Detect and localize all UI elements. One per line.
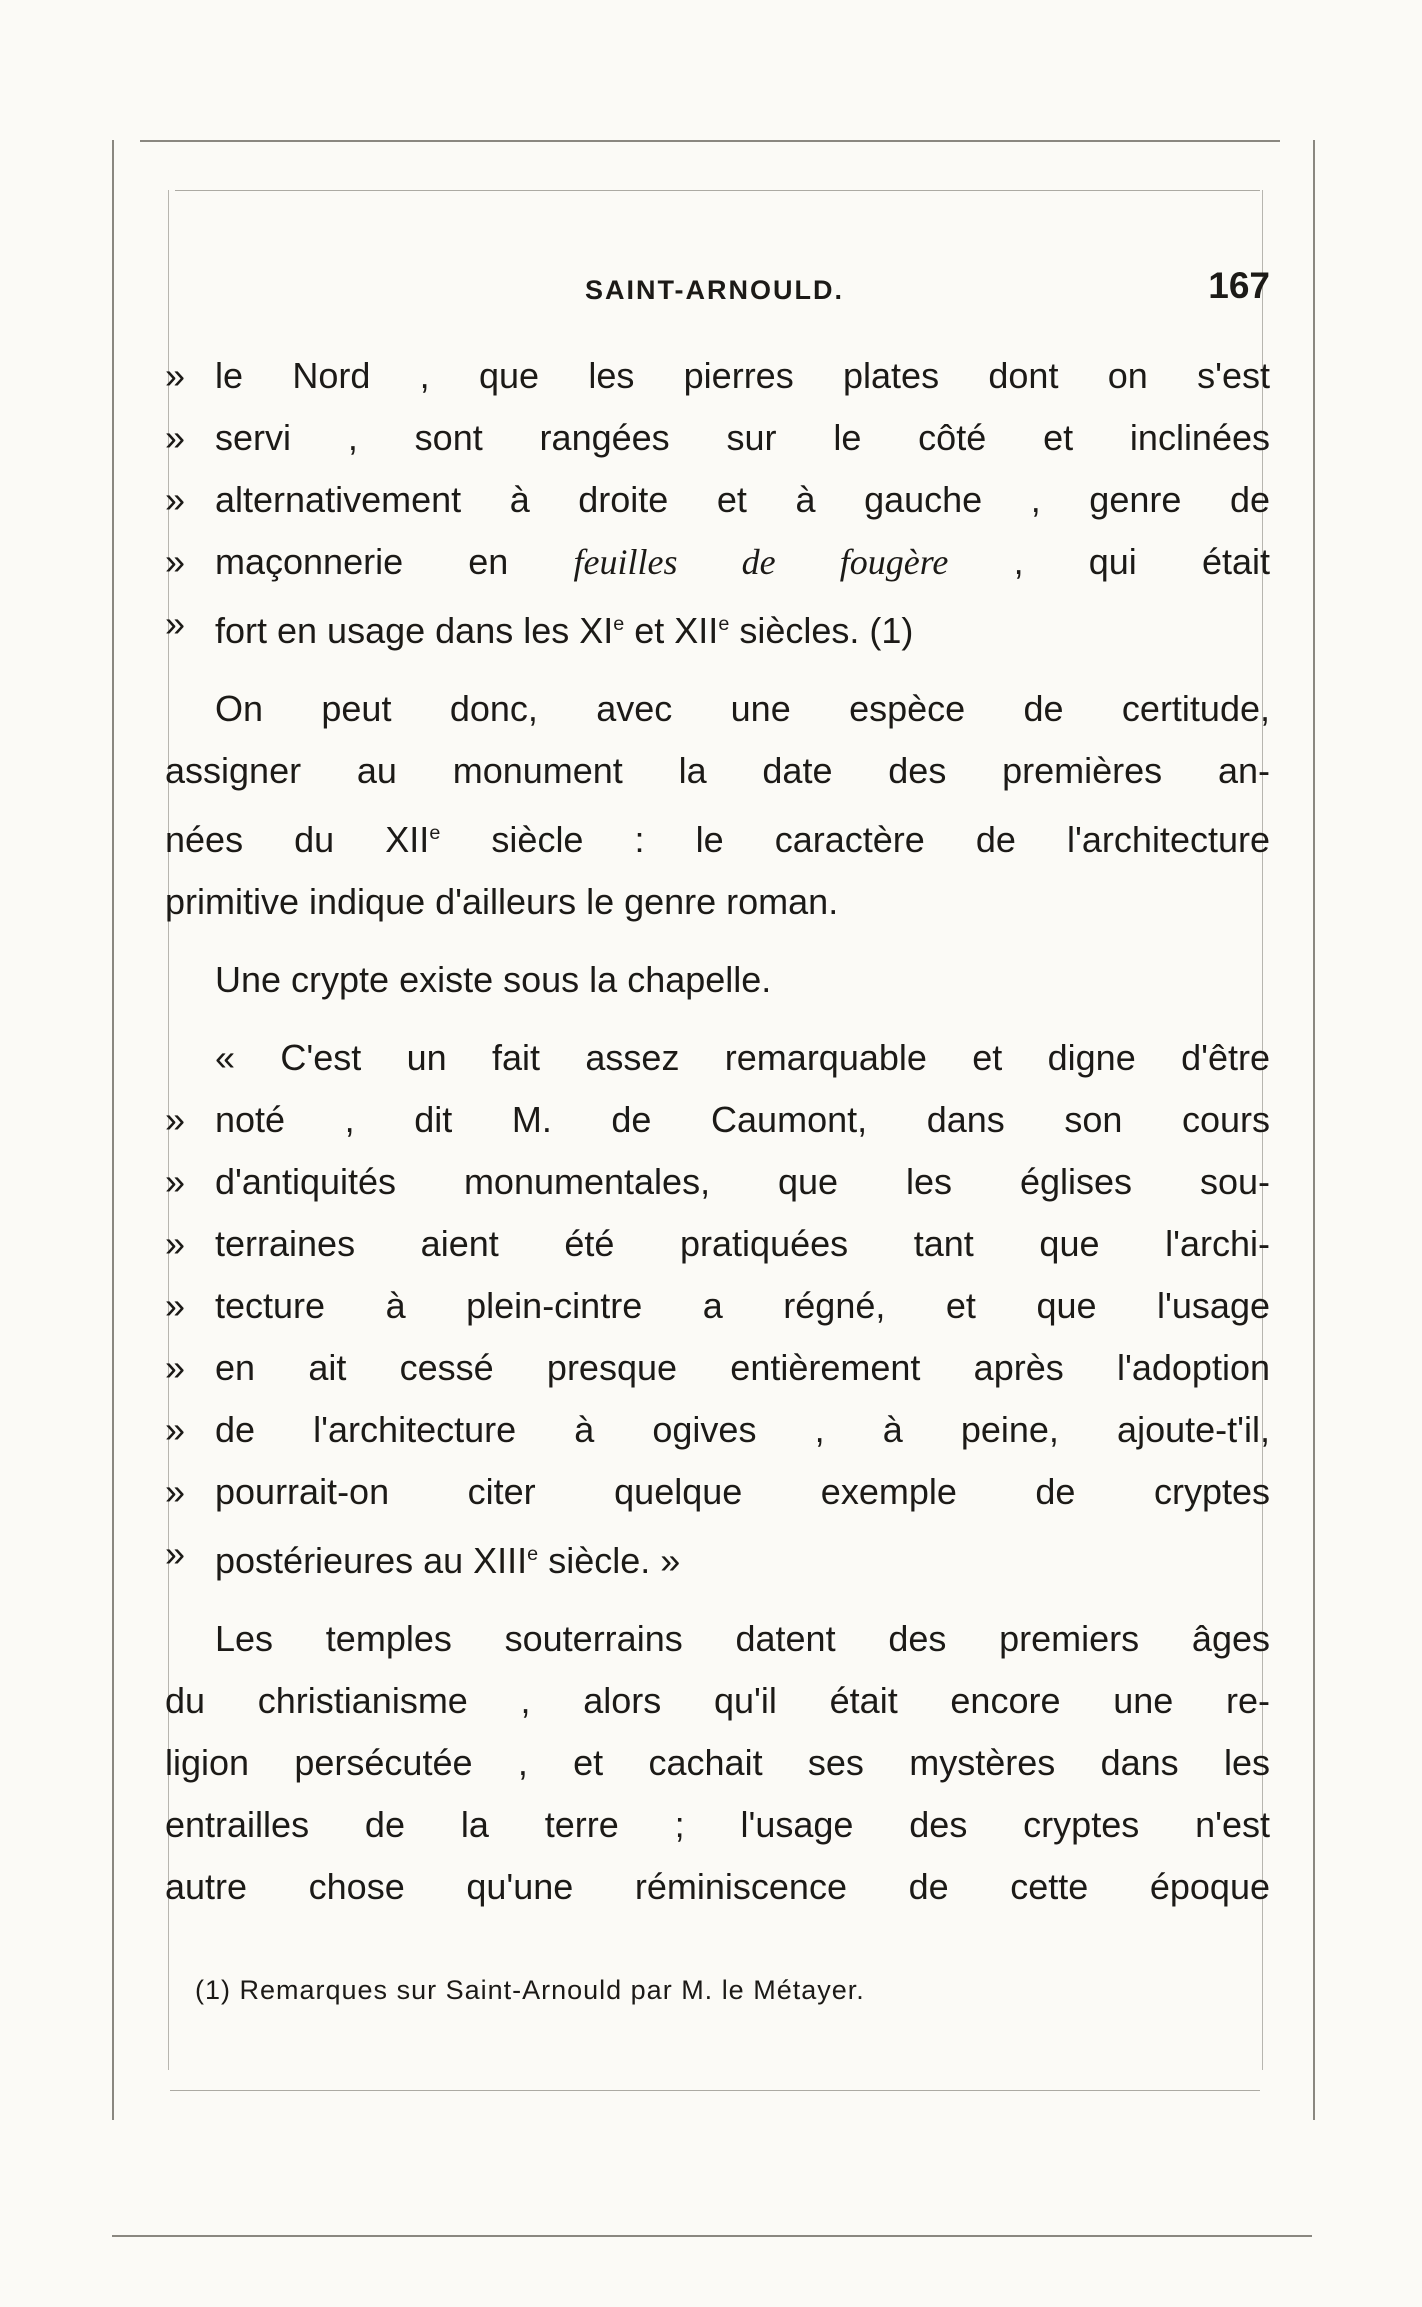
quote-mark: » — [165, 1161, 186, 1202]
line-text: alternativement à droite et à gauche , genre de — [215, 479, 1270, 520]
text-run: et XII — [624, 610, 719, 651]
italic-term: feuilles de fougère — [573, 542, 949, 582]
para2-line-1 — [165, 949, 1270, 1011]
line-text — [215, 1523, 1270, 1592]
text-run: siècle : le caractère de l'architecture — [440, 819, 1270, 860]
line-text: On peut donc, avec une espèce de certitude, — [215, 688, 1270, 729]
quote-mark: » — [165, 1533, 186, 1574]
quote-mark: » — [165, 1285, 186, 1326]
quote-mark: » — [165, 1223, 186, 1264]
line-text: assigner au monument la date des premières an- — [165, 750, 1270, 791]
quote2-line-3 — [165, 1151, 1270, 1213]
opening-quote: « — [215, 1037, 236, 1078]
frame-top-rule — [140, 140, 1280, 142]
text-run: siècles. (1) — [729, 610, 914, 651]
line-text: pourrait-on citer quelque exemple de cryptes — [215, 1471, 1270, 1512]
quote1-line-3 — [165, 469, 1270, 531]
quote-mark: » — [165, 541, 186, 582]
page-body — [165, 185, 1270, 2105]
quote1-line-2 — [165, 407, 1270, 469]
text-run: maçonnerie en — [215, 541, 574, 582]
quote2-line-8 — [165, 1461, 1270, 1523]
quote2-line-2 — [165, 1089, 1270, 1151]
quote2-line-4 — [165, 1213, 1270, 1275]
text-run: postérieures au XIII — [215, 1540, 528, 1581]
superscript: e — [429, 822, 441, 844]
para1-line-2 — [165, 740, 1270, 802]
quote2-line-1 — [165, 1027, 1270, 1089]
quote-mark: » — [165, 603, 186, 644]
quote-mark: » — [165, 1347, 186, 1388]
quote1-line-4 — [165, 531, 1270, 593]
quote1-line-1 — [165, 345, 1270, 407]
line-text: d'antiquités monumentales, que les églises sou- — [215, 1161, 1270, 1202]
page-number: 167 — [1208, 265, 1270, 306]
line-text: autre chose qu'une réminiscence de cette époque — [165, 1866, 1270, 1907]
line-text: terraines aient été pratiquées tant que l'archi- — [215, 1223, 1270, 1264]
footnote: (1) Remarques sur Saint-Arnould par M. le Métayer. — [195, 1975, 865, 2005]
line-text: de l'architecture à ogives , à peine, ajoute-t'il, — [215, 1409, 1270, 1450]
main-text — [165, 345, 1270, 1918]
quote-mark — [165, 1027, 215, 1089]
quote-mark: » — [165, 417, 186, 458]
page-header — [165, 265, 1270, 335]
superscript: e — [718, 613, 730, 635]
para1-line-4 — [165, 871, 1270, 933]
quote-mark: » — [165, 1409, 186, 1450]
quote1-line-5 — [165, 593, 1270, 662]
frame-left-rule — [112, 140, 114, 2120]
text-run: fort en usage dans les XI — [215, 610, 614, 651]
superscript: e — [613, 613, 625, 635]
para3-line-4 — [165, 1794, 1270, 1856]
para3-line-1 — [165, 1608, 1270, 1670]
running-head: SAINT-ARNOULD. — [585, 275, 844, 305]
line-text: noté , dit M. de Caumont, dans son cours — [215, 1099, 1270, 1140]
superscript: e — [527, 1543, 539, 1565]
frame-right-rule — [1313, 140, 1315, 2120]
para3-line-3 — [165, 1732, 1270, 1794]
line-text: tecture à plein-cintre a régné, et que l'usage — [215, 1285, 1270, 1326]
quote2-line-7 — [165, 1399, 1270, 1461]
text-run: nées du XII — [165, 819, 430, 860]
quote-mark: » — [165, 1099, 186, 1140]
quote2-line-9 — [165, 1523, 1270, 1592]
line-text: primitive indique d'ailleurs le genre roman. — [165, 881, 839, 922]
line-text: ligion persécutée , et cachait ses mystères dans les — [165, 1742, 1270, 1783]
para1-line-3 — [165, 802, 1270, 871]
text-run: siècle. » — [538, 1540, 681, 1581]
line-text — [215, 593, 1270, 662]
para3-line-2 — [165, 1670, 1270, 1732]
line-text: en ait cessé presque entièrement après l'adoption — [215, 1347, 1270, 1388]
line-text — [215, 531, 1270, 593]
quote2-line-5 — [165, 1275, 1270, 1337]
line-text: Une crypte existe sous la chapelle. — [215, 959, 772, 1000]
line-text: entrailles de la terre ; l'usage des cryptes n'est — [165, 1804, 1270, 1845]
para3-line-5 — [165, 1856, 1270, 1918]
frame-bottom-rule — [112, 2235, 1312, 2237]
quote-mark: » — [165, 355, 186, 396]
line-text — [165, 802, 1270, 871]
quote2-line-6 — [165, 1337, 1270, 1399]
text-run: C'est un fait assez remarquable et digne d'être — [280, 1037, 1270, 1078]
quote-mark: » — [165, 1471, 186, 1512]
text-run: , qui était — [948, 541, 1270, 582]
line-text: Les temples souterrains datent des premiers âges — [215, 1618, 1270, 1659]
quote-mark: » — [165, 479, 186, 520]
line-text: du christianisme , alors qu'il était encore une re- — [165, 1680, 1270, 1721]
line-text: le Nord , que les pierres plates dont on s'est — [215, 355, 1270, 396]
para1-line-1 — [165, 678, 1270, 740]
line-text — [215, 1027, 1270, 1089]
line-text: servi , sont rangées sur le côté et inclinées — [215, 417, 1270, 458]
